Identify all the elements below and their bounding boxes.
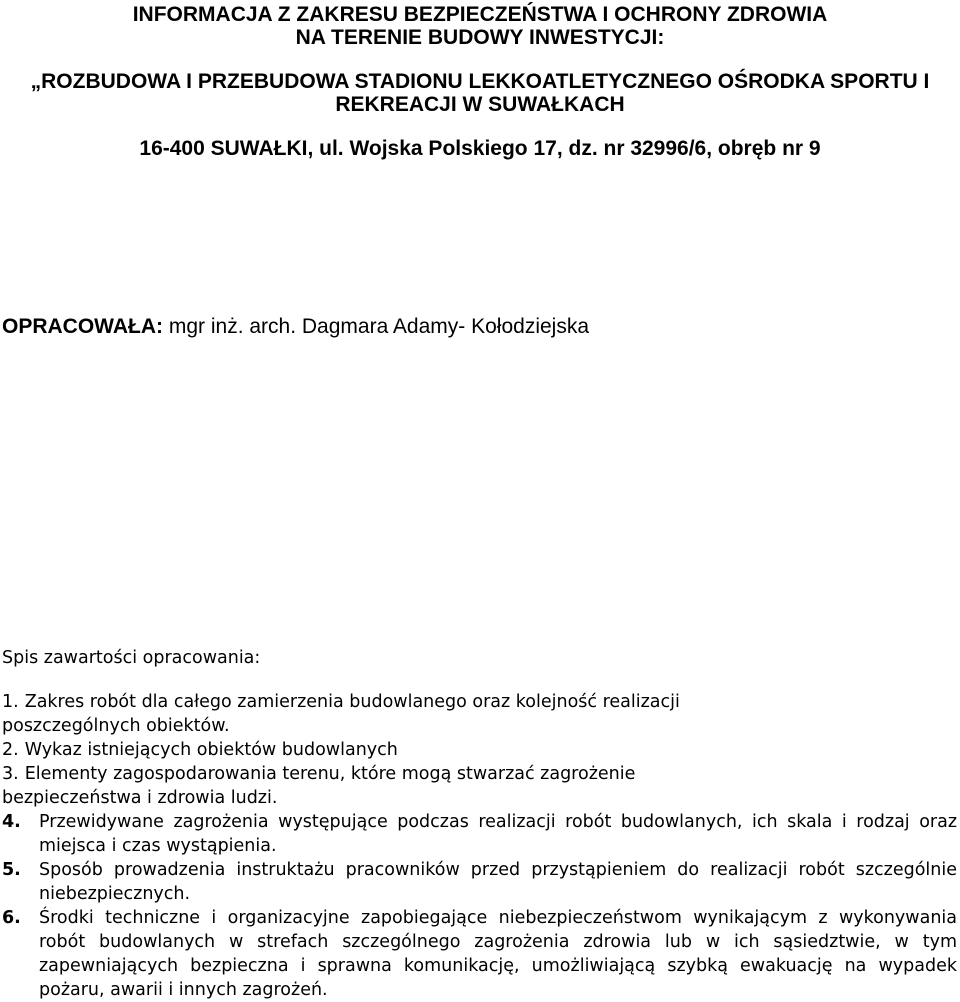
toc-item-5 [2,858,957,906]
toc-item-number: 4. [2,812,21,832]
toc-item-text: Przewidywane zagrożenia występujące podczas realizacji robót budowlanych, ich skala i rodzaj oraz miejsca i czas wystąpienia. [39,812,957,856]
toc-item-number: 5. [2,860,21,880]
prepared-by-label: OPRACOWAŁA: [2,315,163,338]
toc-item-text: Środki techniczne i organizacyjne zapobiegające niebezpieczeństwom wynikającym z wykonywania robót budowlanych w strefach szczególnego zagrożenia zdrowia lub w ich sąsiedztwie, w tym zapewniających bezpieczna i sprawna komunikację, umożliwiającą szybką ewakuację na wypadek pożaru, awarii i innych zagrożeń. [39,908,957,1000]
toc-heading: Spis zawartości opracowania: [2,648,261,668]
toc-item-number: 1. [2,692,19,712]
toc-item-text: Zakres robót dla całego zamierzenia budowlanego oraz kolejność realizacji [24,692,680,712]
toc-item-text: Sposób prowadzenia instruktażu pracowników przed przystąpieniem do realizacji robót szczególnie niebezpiecznych. [39,860,957,904]
title-line-1: INFORMACJA Z ZAKRESU BEZPIECZEŃSTWA I OCHRONY ZDROWIA [132,3,828,26]
prepared-by-author: mgr inż. arch. Dagmara Adamy- Kołodziejska [168,315,590,338]
toc-item-6 [2,906,957,1002]
project-name-line-1: „ROZBUDOWA I PRZEBUDOWA STADIONU LEKKOATLETYCZNEGO OŚRODKA SPORTU I [30,70,930,93]
document-title [0,4,960,161]
toc-item-text: Wykaz istniejących obiektów budowlanych [24,740,398,760]
toc-item-text: Elementy zagospodarowania terenu, które mogą stwarzać zagrożenie [24,764,636,784]
toc-item-3 [2,762,957,810]
toc-item-number: 2. [2,740,19,760]
table-of-contents [2,690,957,1002]
toc-item-number: 6. [2,908,21,928]
prepared-by [2,314,589,340]
toc-item-text-continued: poszczególnych obiektów. [2,716,230,736]
project-name-line-2: REKREACJI W SUWAŁKACH [335,92,625,116]
toc-item-4 [2,810,957,858]
project-address: 16-400 SUWAŁKI, ul. Wojska Polskiego 17, dz. nr 32996/6, obręb nr 9 [139,137,821,160]
toc-item-number: 3. [2,764,19,784]
toc-item-text-continued: bezpieczeństwa i zdrowia ludzi. [2,788,278,808]
toc-item-1 [2,690,957,738]
title-line-2: NA TERENIE BUDOWY INWESTYCJI: [295,25,665,49]
toc-item-2 [2,738,957,762]
